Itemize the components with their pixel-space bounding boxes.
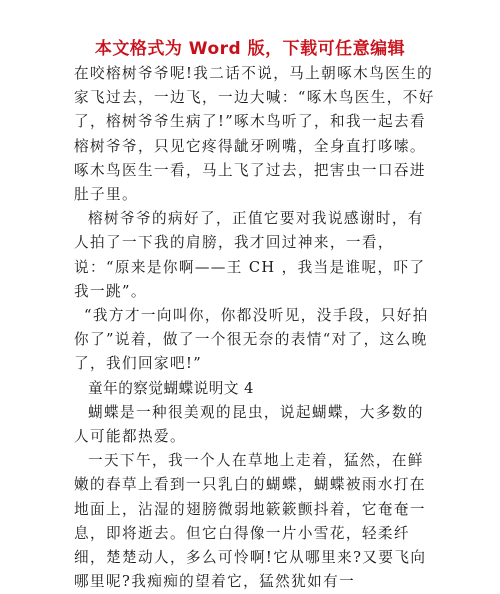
section-subtitle: 童年的察觉蝴蝶说明文 4 [88, 379, 254, 397]
paragraph-2: 榕树爷爷的病好了，正值它要对我说感谢时，有人拍了一下我的肩膀，我才回过神来，一看，说：“原来是你啊——王 CH ，我当是谁呢，吓了我一跳”。 [74, 210, 426, 300]
document-banner: 本文格式为 Word 版，下载可任意编辑 [94, 39, 406, 59]
paragraph-3: “我方才一向叫你，你都没听见，没手段，只好拍你了”说着，做了一个很无奈的表情“对了，这么晚了，我们回家吧!” [74, 307, 429, 373]
document-body [74, 62, 436, 594]
paragraph-1: 在咬榕树爷爷呢!我二话不说，马上朝啄木鸟医生的家飞过去，一边飞，一边大喊：“啄木鸟医生，不好了，榕树爷爷生病了!”啄木鸟听了，和我一起去看榕树爷爷，只见它疼得龇牙咧嘴，全身直打哆嗦。啄木鸟医生一看，马上飞了过去，把害虫一口吞进肚子里。 [74, 65, 435, 204]
paragraph-5: 一天下午，我一个人在草地上走着，猛然，在鲜嫩的春草上看到一只乳白的蝴蝶，蝴蝶被雨水打在地面上，沾湿的翅膀微弱地簌簌颤抖着，它奄奄一息，即将逝去。但它白得像一片小雪花，轻柔纤细，楚楚动人，多么可怜啊!它从哪里来?又要飞向哪里呢?我痴痴的望着它，猛然犹如有一 [74, 452, 427, 591]
paragraph-4: 蝴蝶是一种很美观的昆虫，说起蝴蝶，大多数的人可能都热爱。 [74, 403, 424, 446]
